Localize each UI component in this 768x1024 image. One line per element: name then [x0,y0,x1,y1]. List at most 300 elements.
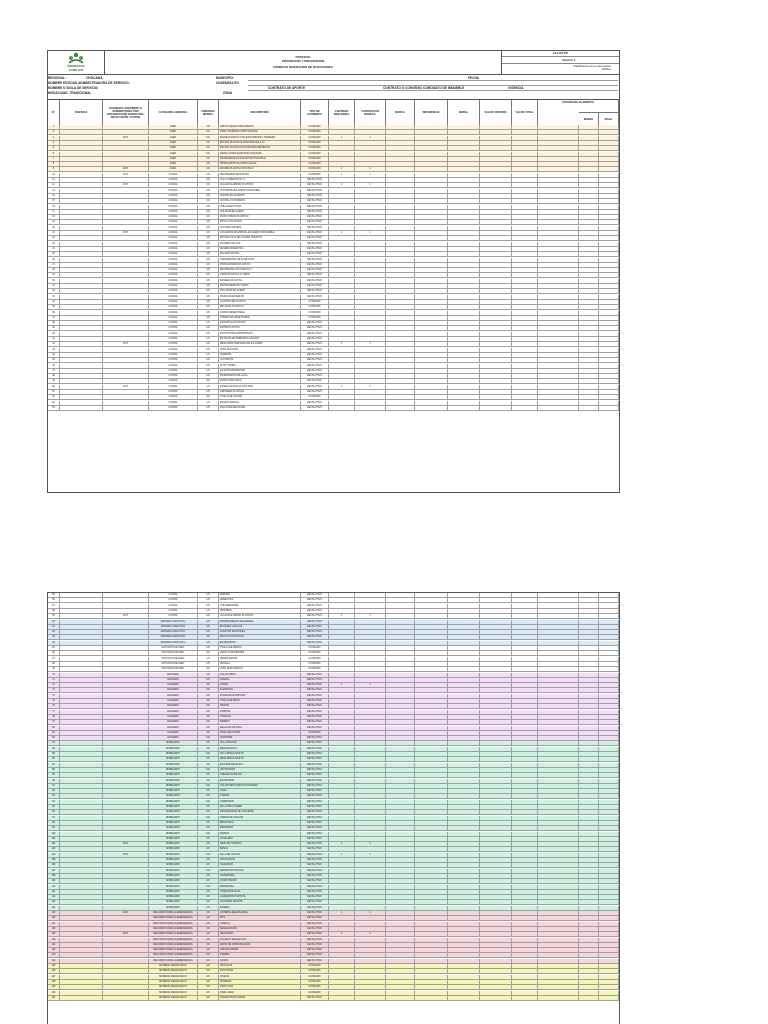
form-title [105,51,502,74]
cell-referencia [415,173,448,178]
cell-unidad: UN [198,943,219,948]
cell-number: 109 [48,879,60,884]
cell-serial [448,231,480,236]
cell-elemento [103,205,149,210]
cell-estado [538,337,579,342]
cell-cantidad-bodega [355,953,386,958]
cell-malo [599,688,619,693]
cell-bueno [579,842,599,847]
cell-elemento [103,364,149,369]
cell-number: 74 [48,694,60,699]
cell-bueno [579,358,599,363]
cell-malo [599,996,619,1001]
cell-referencia [415,289,448,294]
cell-malo [599,279,619,284]
cell-cantidad-bodega: 1 [355,385,386,390]
header-col-marca: MARCA [386,100,415,125]
cell-valor-unitario [480,683,512,688]
cell-elemento [103,178,149,183]
cell-elemento [103,726,149,731]
cell-vigencia [60,358,103,363]
cell-valor-unitario [480,869,512,874]
cell-descripcion: UNIFORME [219,736,301,741]
table-row [48,741,619,746]
cell-descripcion: TAPETE DE CAUCHO [219,816,301,821]
cell-elemento [103,194,149,199]
cell-descripcion: PELOTAS PLÁSTICAS [219,635,301,640]
cell-referencia [415,598,448,603]
cell-unidad: UN [198,731,219,736]
cell-valor-unitario [480,220,512,225]
table-row [48,932,619,937]
cell-descripcion: ORGANIZADOR DE JUGUETES [219,810,301,815]
cell-cantidad-bodega [355,152,386,157]
cell-valor-unitario [480,932,512,937]
cell-tipo: DEVOLUTIVO [301,630,329,635]
cell-marca [386,794,415,799]
cell-marca [386,953,415,958]
cell-vigencia [60,959,103,964]
cell-serial [448,985,480,990]
cell-bueno [579,710,599,715]
cell-unidad: UN [198,183,219,188]
cell-elemento [103,279,149,284]
cell-valor-unitario [480,810,512,815]
table-row [48,938,619,943]
cell-marca [386,635,415,640]
cell-tipo: DEVOLUTIVO [301,263,329,268]
cell-referencia [415,922,448,927]
cell-number: 130 [48,991,60,996]
cell-cantidad-bodega [355,630,386,635]
cell-valor-unitario [480,948,512,953]
cell-elemento [103,604,149,609]
cell-valor-total [512,752,538,757]
cell-vigencia [60,620,103,625]
cell-categoria: COCINA [149,295,198,300]
cell-bueno [579,379,599,384]
cell-malo [599,768,619,773]
cell-bueno [579,136,599,141]
cell-vigencia [60,231,103,236]
cell-vigencia [60,694,103,699]
cell-bueno [579,975,599,980]
cell-number: 7 [48,157,60,162]
cell-number: 83 [48,741,60,746]
cell-number: 67 [48,657,60,662]
cell-tipo: DEVOLUTIVO [301,922,329,927]
cell-categoria: MATERIAL PEDAGÓGICO [149,985,198,990]
cell-estado [538,374,579,379]
cell-referencia [415,321,448,326]
cell-marca [386,342,415,347]
cell-cantidad-req [329,832,355,837]
cell-vigencia [60,800,103,805]
cell-valor-total [512,189,538,194]
cell-unidad: UN [198,704,219,709]
cell-bueno [579,747,599,752]
cell-referencia [415,226,448,231]
cell-marca [386,364,415,369]
cell-descripcion: CUNA [219,789,301,794]
cell-descripcion: TOALLA DE COCINA [219,395,301,400]
table-row [48,747,619,752]
cell-marca [386,236,415,241]
cell-vigencia [60,215,103,220]
cell-cantidad-req [329,996,355,1001]
cell-cantidad-req [329,726,355,731]
cell-referencia [415,853,448,858]
cell-categoria: MOBILIARIO [149,800,198,805]
cell-estado [538,258,579,263]
cell-estado [538,395,579,400]
cell-valor-total [512,136,538,141]
cell-bueno [579,805,599,810]
cell-serial [448,604,480,609]
cell-valor-unitario [480,991,512,996]
cell-marca [386,715,415,720]
table-row [48,662,619,667]
cell-cantidad-bodega [355,369,386,374]
cell-descripcion: BOLSAS PLÁSTICAS PARA BASURA X 10 [219,141,301,146]
cell-unidad: UN [198,152,219,157]
cell-cantidad-bodega [355,189,386,194]
cell-vigencia [60,337,103,342]
cell-tipo: CONSUMO [301,667,329,672]
cell-malo [599,964,619,969]
cell-marca [386,763,415,768]
cell-valor-total [512,784,538,789]
cell-estado [538,842,579,847]
cell-marca [386,125,415,130]
cell-tipo: DEVOLUTIVO [301,763,329,768]
cell-bueno [579,231,599,236]
cell-serial [448,205,480,210]
cell-valor-unitario [480,210,512,215]
cell-marca [386,406,415,411]
cell-elemento [103,651,149,656]
cell-referencia [415,789,448,794]
cell-cantidad-bodega [355,641,386,646]
cell-marca [386,863,415,868]
cell-number: 23 [48,242,60,247]
cell-vigencia [60,773,103,778]
cell-serial [448,694,480,699]
cell-referencia [415,768,448,773]
form-version: Versión 1 [502,57,619,64]
cell-number: 25 [48,252,60,257]
cell-categoria: COCINA [149,342,198,347]
cell-estado [538,678,579,683]
cell-marca [386,731,415,736]
cell-tipo: DEVOLUTIVO [301,385,329,390]
cell-estado [538,789,579,794]
cell-elemento: 2017 [103,614,149,619]
cell-cantidad-bodega [355,604,386,609]
cell-referencia [415,794,448,799]
cell-marca [386,969,415,974]
cell-vigencia [60,726,103,731]
cell-referencia [415,194,448,199]
table-row [48,911,619,916]
cell-bueno [579,162,599,167]
cell-marca [386,879,415,884]
cell-number: 6 [48,152,60,157]
cell-number: 123 [48,953,60,958]
cell-valor-total [512,789,538,794]
cell-elemento [103,948,149,953]
cell-unidad: UN [198,635,219,640]
cell-marca [386,620,415,625]
cell-number: 69 [48,667,60,672]
cell-estado [538,279,579,284]
cell-cantidad-bodega [355,731,386,736]
cell-valor-total [512,858,538,863]
cell-categoria: MOBILIARIO [149,763,198,768]
cell-cantidad-req [329,358,355,363]
cell-cantidad-req [329,651,355,656]
cell-referencia [415,763,448,768]
cell-tipo: DEVOLUTIVO [301,768,329,773]
cell-vigencia [60,136,103,141]
cell-cantidad-bodega [355,715,386,720]
cell-elemento [103,390,149,395]
cell-malo [599,205,619,210]
cell-tipo: CONSUMO [301,662,329,667]
cell-elemento [103,157,149,162]
table-row [48,768,619,773]
cell-unidad: UN [198,284,219,289]
cell-valor-unitario [480,401,512,406]
cell-categoria: LENCERÍA [149,715,198,720]
cell-unidad: UN [198,316,219,321]
cell-marca [386,837,415,842]
cell-serial [448,609,480,614]
cell-cantidad-req [329,379,355,384]
cell-tipo: CONSUMO [301,985,329,990]
cell-marca [386,326,415,331]
cell-elemento [103,146,149,151]
cell-cantidad-req [329,688,355,693]
cell-serial [448,369,480,374]
cell-vigencia [60,869,103,874]
cell-bueno [579,342,599,347]
cell-estado [538,625,579,630]
cell-vigencia [60,273,103,278]
header-col-elemento: ELEMENTO ADQUIRIDO O SUMINISTRADO POR ORGANIZACIÓN (DONACIÓN / DEVOLUCIÓN / OTROS) [103,100,149,125]
classification-label: Clasificación de la Información [573,64,611,68]
table-row [48,890,619,895]
cell-valor-total [512,885,538,890]
table-row [48,853,619,858]
cell-cantidad-bodega [355,311,386,316]
cell-bueno [579,667,599,672]
table-row [48,752,619,757]
cell-descripcion: RECIPIENTE CON TAPA 20 LT [219,268,301,273]
cell-cantidad-req [329,273,355,278]
cell-categoria: COCINA [149,242,198,247]
cell-valor-total [512,300,538,305]
table-row [48,895,619,900]
cell-malo [599,379,619,384]
cell-bueno [579,146,599,151]
cell-descripcion: INMOVILIZADOR [219,948,301,953]
cell-serial [448,379,480,384]
cell-descripcion: REPRODUCTOR DVD [219,869,301,874]
cell-tipo: DEVOLUTIVO [301,342,329,347]
cell-valor-unitario [480,667,512,672]
cell-referencia [415,353,448,358]
cell-elemento [103,757,149,762]
cell-descripcion: PLASTILINA [219,969,301,974]
cell-categoria: COCINA [149,210,198,215]
cell-unidad: UN [198,678,219,683]
cell-valor-total [512,395,538,400]
cell-vigencia [60,688,103,693]
cell-vigencia [60,374,103,379]
cell-vigencia [60,401,103,406]
cell-categoria: COCINA [149,395,198,400]
cell-cantidad-bodega: 1 [355,173,386,178]
cell-serial [448,332,480,337]
table-row [48,173,619,178]
cell-referencia [415,985,448,990]
cell-marca [386,146,415,151]
cell-serial [448,710,480,715]
cell-cantidad-bodega [355,593,386,598]
cell-serial [448,593,480,598]
cell-elemento: 2017 [103,173,149,178]
cell-valor-total [512,996,538,1001]
cell-elemento [103,784,149,789]
cell-number: 96 [48,810,60,815]
cell-elemento [103,657,149,662]
cell-serial [448,358,480,363]
table-row [48,189,619,194]
cell-serial [448,678,480,683]
cell-referencia [415,694,448,699]
cell-tipo: DEVOLUTIVO [301,231,329,236]
cell-unidad: UN [198,763,219,768]
cell-descripcion: CUCHARA SOPERA [219,226,301,231]
cell-categoria: RECURSOS PARA LA EMERGENCIA [149,932,198,937]
cell-serial [448,220,480,225]
cell-categoria: LENCERÍA [149,710,198,715]
cell-elemento [103,625,149,630]
cell-cantidad-req [329,215,355,220]
cell-bueno [579,736,599,741]
cell-number: 95 [48,805,60,810]
cell-marca [386,699,415,704]
cell-valor-total [512,247,538,252]
cell-malo [599,741,619,746]
cell-number: 61 [48,625,60,630]
cell-descripcion: CAMBIADOR [219,800,301,805]
cell-estado [538,364,579,369]
cell-bueno [579,794,599,799]
cell-bueno [579,152,599,157]
cell-valor-unitario [480,395,512,400]
cell-categoria: COCINA [149,183,198,188]
cell-cantidad-bodega [355,996,386,1001]
cell-unidad: UN [198,906,219,911]
cell-cantidad-req [329,406,355,411]
cell-elemento [103,641,149,646]
cell-referencia [415,969,448,974]
cell-referencia [415,900,448,905]
cell-bueno [579,948,599,953]
title-form: FORMATO INVENTARIO DE DOTACIONES [273,65,333,69]
inventory-sheet-page-1 [47,50,620,493]
cell-number: 53 [48,401,60,406]
cell-number: 12 [48,183,60,188]
cell-marca [386,242,415,247]
cell-bueno [579,385,599,390]
cell-serial [448,305,480,310]
cell-valor-total [512,927,538,932]
header-col-malo: MALO [599,112,619,125]
cell-elemento [103,773,149,778]
cell-cantidad-req [329,863,355,868]
cell-cantidad-req [329,305,355,310]
cell-descripcion: SARTÉN EN ALUMINIO [219,194,301,199]
cell-number: 107 [48,869,60,874]
cell-bueno [579,374,599,379]
cell-valor-total [512,853,538,858]
cell-bueno [579,199,599,204]
cell-cantidad-bodega [355,752,386,757]
cell-descripcion: SEÑALIZACIÓN [219,927,301,932]
cell-cantidad-req [329,390,355,395]
cell-cantidad-req [329,289,355,294]
cell-cantidad-bodega [355,141,386,146]
cell-referencia [415,816,448,821]
table-row [48,125,619,130]
cell-estado [538,604,579,609]
cell-descripcion: TOALLA DE BAÑO [219,699,301,704]
cell-estado [538,247,579,252]
cell-serial [448,236,480,241]
cell-estado [538,720,579,725]
cell-unidad: UN [198,326,219,331]
cell-marca [386,604,415,609]
cell-cantidad-bodega [355,757,386,762]
cell-serial [448,853,480,858]
cell-serial [448,284,480,289]
cell-marca [386,810,415,815]
cell-number: 15 [48,199,60,204]
cell-valor-unitario [480,364,512,369]
cell-referencia [415,885,448,890]
table-row [48,916,619,921]
cell-estado [538,635,579,640]
cell-valor-total [512,715,538,720]
cell-bueno [579,279,599,284]
cell-malo [599,146,619,151]
cell-malo [599,953,619,958]
cell-tipo: DEVOLUTIVO [301,953,329,958]
cell-descripcion: ESCRITORIO [219,779,301,784]
cell-cantidad-bodega: 1 [355,853,386,858]
cell-malo [599,773,619,778]
cell-estado [538,252,579,257]
table-row [48,220,619,225]
cell-referencia [415,741,448,746]
cell-estado [538,816,579,821]
cell-elemento [103,699,149,704]
table-row [48,390,619,395]
cell-tipo: DEVOLUTIVO [301,837,329,842]
